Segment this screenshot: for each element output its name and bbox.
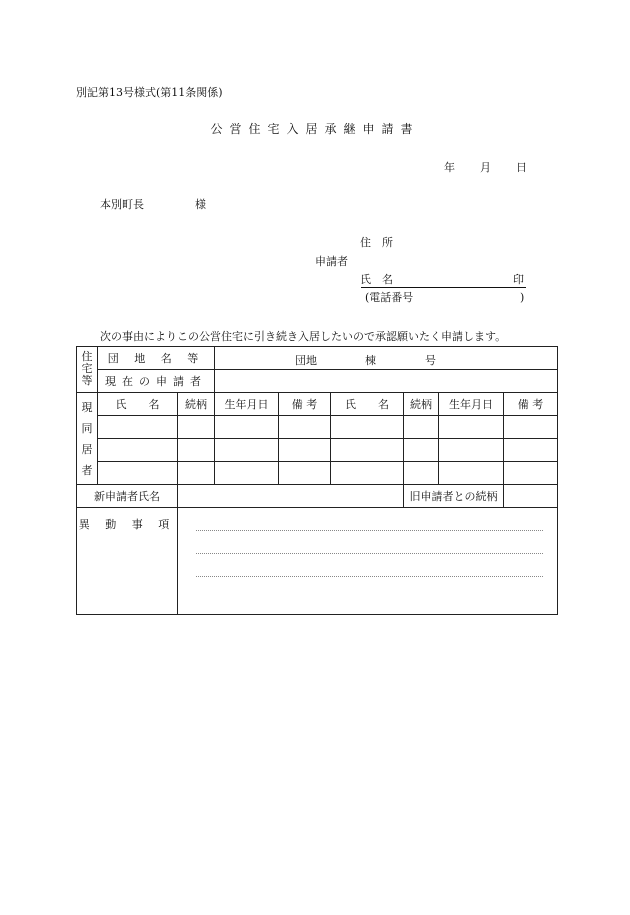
dotted-line [196,530,543,531]
cohabitant-cell[interactable] [98,439,178,462]
cohabitant-cell[interactable] [439,462,504,485]
date-day-label: 日 [516,161,527,174]
gou-label: 号 [425,354,436,367]
date-month-label: 月 [480,161,491,174]
cohabitant-cell[interactable] [331,462,404,485]
cohabitant-cell[interactable] [279,416,331,439]
relation-label: 旧申請者との続柄 [404,485,504,508]
cohabitant-cell[interactable] [404,439,439,462]
header-name-2: 氏 名 [331,393,404,416]
statement-text: 次の事由によりこの公営住宅に引き続き入居したいので承認願いたく申請します。 [100,330,507,343]
name-underline [361,287,526,288]
danchi-label: 団地 [295,354,317,367]
estate-name-field[interactable] [215,347,558,370]
applicant-label: 申請者 [315,255,348,268]
header-birthdate-1: 生年月日 [215,393,279,416]
header-relation-2: 続柄 [404,393,439,416]
cohabitant-cell[interactable] [439,416,504,439]
cohabitant-cell[interactable] [504,462,558,485]
cohabitant-cell[interactable] [279,439,331,462]
dotted-line [196,553,543,554]
application-table [76,346,558,615]
cohabitant-cell[interactable] [504,416,558,439]
table-row [77,462,558,485]
header-relation-1: 続柄 [178,393,215,416]
tou-label: 棟 [365,354,376,367]
cohabitant-cell[interactable] [504,439,558,462]
cohabitant-cell[interactable] [331,439,404,462]
table-row [77,416,558,439]
header-remarks-2: 備 考 [504,393,558,416]
cohabitant-cell[interactable] [404,462,439,485]
phone-close-paren: ) [520,291,525,304]
header-remarks-1: 備 考 [279,393,331,416]
cohabitant-cell[interactable] [178,416,215,439]
changes-label: 異 動 事 項 [77,508,178,615]
form-reference: 別記第13号様式(第11条関係) [76,86,223,99]
header-name-1: 氏 名 [98,393,178,416]
housing-label-cell [77,347,98,393]
cohabitant-cell[interactable] [178,462,215,485]
current-applicant-label: 現在の申請者 [98,370,215,393]
relation-field[interactable] [504,485,558,508]
cohabitant-cell[interactable] [404,416,439,439]
form-title: 公営住宅入居承継申請書 [210,122,420,136]
cohabitant-cell[interactable] [331,416,404,439]
housing-label: 住宅等 [81,350,93,387]
cohabitant-cell[interactable] [215,439,279,462]
phone-label: (電話番号 [365,291,414,304]
dotted-line [196,576,543,577]
changes-field[interactable] [178,508,558,615]
cohabitant-cell[interactable] [439,439,504,462]
cohabitant-cell[interactable] [98,416,178,439]
addressee-honorific: 様 [195,198,206,211]
current-applicant-field[interactable] [215,370,558,393]
table-row [77,439,558,462]
new-applicant-label: 新申請者氏名 [77,485,178,508]
address-label: 住 所 [360,236,393,249]
cohabitant-cell[interactable] [279,462,331,485]
cohabitants-label: 現同居者 [81,400,93,477]
date-year-label: 年 [444,161,455,174]
seal-label: 印 [513,273,524,286]
name-label: 氏 名 [360,273,393,286]
cohabitants-label-cell [77,393,98,485]
cohabitant-cell[interactable] [98,462,178,485]
cohabitant-cell[interactable] [215,416,279,439]
new-applicant-field[interactable] [178,485,404,508]
header-birthdate-2: 生年月日 [439,393,504,416]
estate-name-label: 団 地 名 等 [98,347,215,370]
cohabitant-cell[interactable] [215,462,279,485]
addressee-name: 本別町長 [100,198,144,211]
cohabitant-cell[interactable] [178,439,215,462]
